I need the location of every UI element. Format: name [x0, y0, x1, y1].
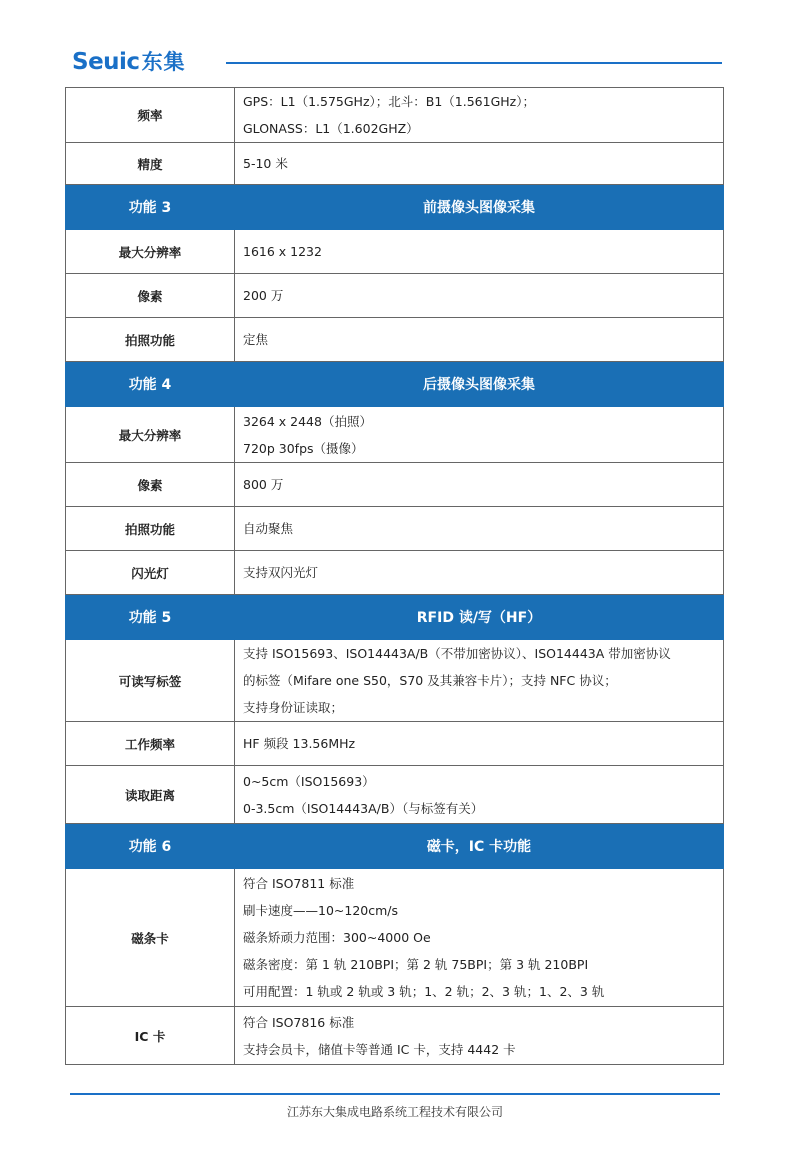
spec-value [235, 88, 724, 143]
spec-value-line: 支持双闪光灯 [243, 565, 319, 580]
section-header [66, 362, 724, 407]
spec-row [66, 722, 724, 766]
spec-value-line: 符合 ISO7816 标准 [243, 1014, 355, 1030]
spec-row [66, 463, 724, 507]
spec-row [66, 1007, 724, 1065]
spec-value [235, 766, 724, 824]
section-header [66, 824, 724, 869]
spec-row [66, 640, 724, 722]
spec-label: 精度 [66, 143, 235, 185]
spec-label: 拍照功能 [66, 507, 235, 551]
spec-label: 像素 [66, 463, 235, 507]
spec-value-line: 1616 x 1232 [243, 244, 322, 259]
section-title: 后摄像头图像采集 [235, 362, 724, 407]
footer-company: 江苏东大集成电路系统工程技术有限公司 [286, 1105, 503, 1119]
spec-value [235, 1007, 724, 1065]
section-title: 前摄像头图像采集 [235, 185, 724, 230]
spec-value-line: HF 频段 13.56MHz [243, 736, 356, 751]
spec-value-line: 符合 ISO7811 标准 [243, 876, 355, 891]
spec-row [66, 766, 724, 824]
spec-label: IC 卡 [66, 1007, 235, 1065]
spec-value-line: 磁条密度：第 1 轨 210BPI；第 2 轨 75BPI；第 3 轨 210BPI [243, 957, 589, 972]
spec-label: 最大分辨率 [66, 407, 235, 463]
spec-row [66, 407, 724, 463]
spec-value-line: 3264 x 2448（拍照） [243, 413, 372, 429]
spec-value-line: GLONASS：L1（1.602GHZ） [243, 121, 419, 136]
spec-value-line: 720p 30fps（摄像） [243, 440, 364, 456]
spec-value-line: 支持身份证读取； [243, 700, 344, 715]
spec-row [66, 318, 724, 362]
spec-value-line: 磁条矫顽力范围：300~4000 Oe [243, 930, 431, 945]
spec-value [235, 722, 724, 766]
section-title: RFID 读/写（HF） [235, 595, 724, 640]
spec-value [235, 551, 724, 595]
section-number: 功能 3 [66, 185, 235, 230]
spec-label: 像素 [66, 274, 235, 318]
spec-value-line: 支持会员卡，储值卡等普通 IC 卡，支持 4442 卡 [243, 1041, 516, 1057]
spec-label: 闪光灯 [66, 551, 235, 595]
spec-value [235, 463, 724, 507]
spec-table [65, 87, 724, 1065]
footer-divider [70, 1093, 720, 1095]
spec-label: 工作频率 [66, 722, 235, 766]
spec-value-line: 200 万 [243, 288, 284, 303]
spec-value [235, 230, 724, 274]
spec-value-line: 800 万 [243, 477, 284, 492]
spec-value-line: 0-3.5cm（ISO14443A/B）（与标签有关） [243, 800, 484, 816]
spec-row [66, 230, 724, 274]
spec-label: 读取距离 [66, 766, 235, 824]
section-number: 功能 4 [66, 362, 235, 407]
section-number: 功能 5 [66, 595, 235, 640]
section-number: 功能 6 [66, 824, 235, 869]
spec-value [235, 869, 724, 1007]
spec-label: 拍照功能 [66, 318, 235, 362]
spec-value-line: 自动聚焦 [243, 521, 294, 536]
spec-label: 最大分辨率 [66, 230, 235, 274]
spec-value-line: 可用配置：1 轨或 2 轨或 3 轨；1、2 轨；2、3 轨；1、2、3 轨 [243, 984, 605, 999]
spec-value-line: 支持 ISO15693、ISO14443A/B（不带加密协议）、ISO14443A 带加密协议 [243, 646, 671, 661]
spec-value-line: GPS：L1（1.575GHz）；北斗：B1（1.561GHz）； [243, 94, 535, 109]
spec-row [66, 869, 724, 1007]
spec-label: 磁条卡 [66, 869, 235, 1007]
spec-row [66, 274, 724, 318]
spec-value [235, 507, 724, 551]
logo-latin: Seuic [72, 49, 140, 75]
spec-value [235, 640, 724, 722]
page-header [0, 0, 790, 90]
spec-label: 可读写标签 [66, 640, 235, 722]
spec-value [235, 274, 724, 318]
section-title: 磁卡，IC 卡功能 [235, 824, 724, 869]
spec-row [66, 551, 724, 595]
seuic-logo [72, 46, 186, 76]
header-divider [226, 62, 722, 64]
spec-value-line: 刷卡速度——10~120cm/s [243, 903, 399, 918]
spec-value [235, 407, 724, 463]
section-header [66, 185, 724, 230]
logo-chinese: 东集 [141, 50, 186, 74]
spec-value [235, 143, 724, 185]
spec-value [235, 318, 724, 362]
section-header [66, 595, 724, 640]
spec-row [66, 507, 724, 551]
spec-value-line: 定焦 [243, 332, 269, 347]
spec-value-line: 5-10 米 [243, 156, 288, 171]
spec-value-line: 0~5cm（ISO15693） [243, 773, 375, 789]
spec-row [66, 88, 724, 143]
spec-value-line: 的标签（Mifare one S50，S70 及其兼容卡片）；支持 NFC 协议； [243, 673, 617, 688]
spec-label: 频率 [66, 88, 235, 143]
spec-row [66, 143, 724, 185]
